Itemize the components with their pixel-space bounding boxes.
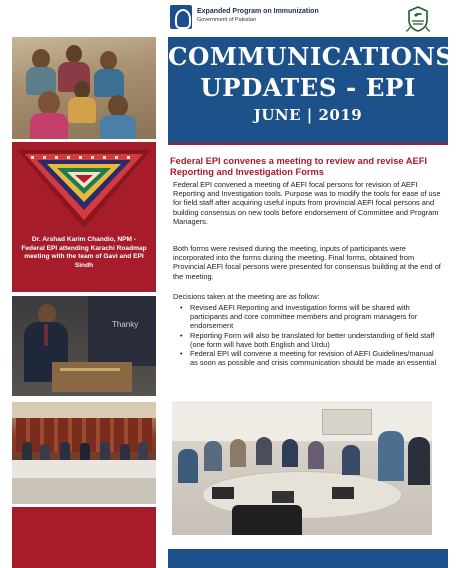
org-name: Expanded Program on Immunization	[197, 8, 319, 15]
backdrop-text: Thanky	[112, 320, 139, 329]
meeting-photo	[172, 401, 432, 535]
photo-caption: Dr. Arshad Karim Chandio, NPM - Federal EPI attending Karachi Roadmap meeting with the team of Gavi and EPI Sindh	[21, 236, 147, 269]
org-subtitle: Government of Pakistan	[197, 17, 257, 23]
decisions-list	[180, 303, 442, 367]
head-table	[12, 460, 156, 478]
group-meeting-photo	[12, 402, 156, 504]
participant	[204, 441, 222, 471]
participant	[282, 439, 298, 467]
decorative-triangle-pattern	[17, 150, 151, 230]
child-head	[66, 45, 82, 63]
podium-trim	[60, 368, 120, 371]
participant	[230, 439, 246, 467]
attendee	[100, 442, 110, 460]
article-paragraph: Both forms were revised during the meeting, inputs of participants were incorporated into the forms during the meeting. Final forms, obtained from Provincial AEFI focal persons were presented for consensus building at the end of the meeting.	[173, 244, 441, 281]
pakistan-emblem-icon	[405, 5, 431, 33]
child-head	[108, 95, 128, 117]
left-footer-bar	[12, 507, 156, 568]
floor	[12, 478, 156, 504]
attendee	[60, 442, 70, 460]
decisions-intro: Decisions taken at the meeting are as follow:	[173, 292, 320, 301]
article-headline: Federal EPI convenes a meeting to review and revise AEFI Reporting and Investigation Forms	[170, 156, 427, 177]
wall-screen	[322, 409, 372, 435]
speaker-head	[38, 304, 56, 324]
title-divider	[168, 143, 448, 145]
attendee	[120, 444, 130, 460]
decision-item: • Revised AEFI Reporting and Investigation forms will be shared with participants and core committee members and program managers for endorsement	[180, 303, 442, 331]
issue-date: JUNE | 2019	[253, 106, 363, 124]
attendee	[138, 442, 148, 460]
child-shirt	[100, 115, 136, 139]
decision-item: • Reporting Form will also be translated for better understanding of field staff (one form will have both English and Urdu)	[180, 331, 442, 349]
foreground-chair	[232, 505, 302, 535]
decision-item: • Federal EPI will convene a meeting for revision of AEFI Guidelines/manual as soon as possible and crisis communication should be made an essential	[180, 349, 442, 367]
epi-logo-icon	[170, 5, 192, 29]
children-photo	[12, 37, 156, 139]
attendee	[40, 444, 50, 460]
child-shirt	[30, 113, 68, 139]
laptop	[212, 487, 234, 499]
child-head	[32, 49, 50, 69]
participant	[308, 441, 324, 469]
speaker-photo	[12, 296, 156, 396]
ceiling	[12, 402, 156, 418]
right-footer-bar	[168, 549, 448, 568]
child-shirt	[94, 69, 124, 97]
speaker-tie	[44, 324, 48, 346]
podium	[52, 362, 132, 392]
child-head	[100, 51, 117, 70]
article-paragraph: Federal EPI convened a meeting of AEFI focal persons for revision of AEFI Reporting and Investigation tools. Purpose was to modify the tools for ease of use for field staff after acquiring useful inputs from provincial AEFI focal persons and building consensus on new tools before endorsement of Committee and Program Managers.	[173, 180, 441, 226]
participant	[378, 431, 404, 481]
laptop	[272, 491, 294, 503]
child-head	[38, 91, 60, 115]
participant	[408, 437, 430, 485]
screen-backdrop	[88, 296, 156, 366]
newsletter-title-line2: UPDATES - EPI	[200, 73, 416, 102]
attendee	[22, 442, 32, 460]
attendee	[80, 443, 90, 460]
participant	[178, 449, 198, 483]
laptop	[332, 487, 354, 499]
participant	[342, 445, 360, 475]
newsletter-title-line1: COMMUNICATIONS	[168, 42, 454, 71]
participant	[256, 437, 272, 465]
child-shirt	[68, 97, 96, 123]
